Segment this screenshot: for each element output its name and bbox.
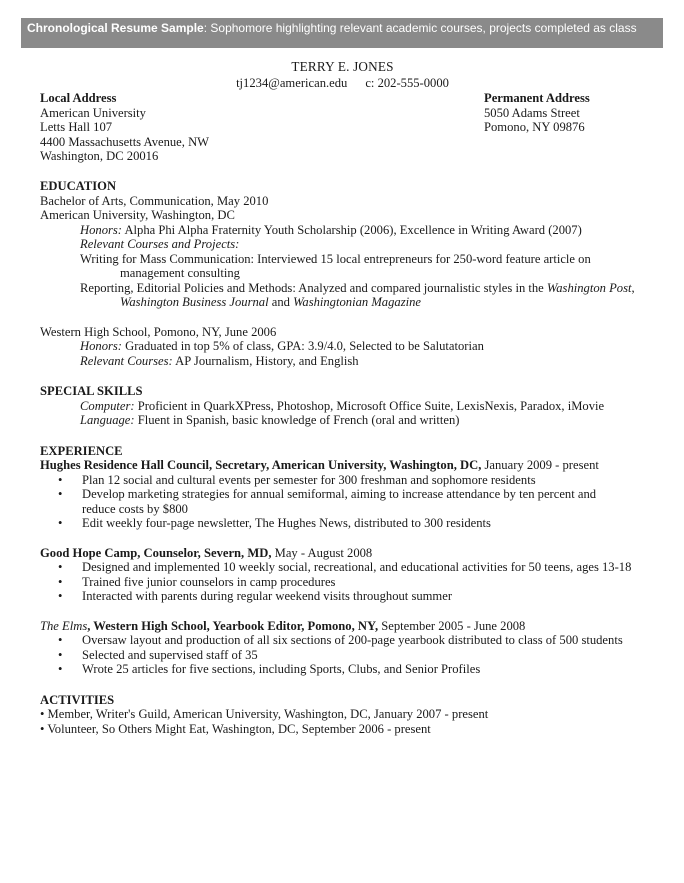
job-title-line [40,458,645,473]
bullet-icon: • [58,633,63,647]
bullet-icon: • [58,560,63,574]
address-line: 4400 Massachusetts Avenue, NW [40,134,210,149]
address-line: American University [40,105,146,120]
job-bullets [40,633,645,677]
contact-line [40,76,645,91]
banner-title: Chronological Resume Sample [27,21,204,35]
list-item [40,575,645,590]
bullet-text: Plan 12 social and cultural events per semester for 300 freshman and sophomore residents [82,472,536,487]
job-date: May - August 2008 [271,545,373,560]
bullet-text: Designed and implemented 10 weekly social, recreational, and educational activities for 50 teens, ages 13-18 [82,560,632,574]
bullet-text: Selected and supervised staff of 35 [82,647,258,662]
hs-courses-line [40,354,645,369]
address-block [40,91,645,163]
list-item [40,633,645,648]
computer-label: Computer: [80,398,135,413]
degree-line: Bachelor of Arts, Communication, May 2010 [40,193,269,208]
honors-text: Alpha Phi Alpha Fraternity Youth Scholarship (2006), Excellence in Writing Award (2007) [121,222,582,237]
activity-item: • Volunteer, So Others Might Eat, Washington, DC, September 2006 - present [40,721,431,736]
bullet-icon: • [58,574,63,589]
bullet-icon: • [58,487,63,501]
course-line-continued: management consulting [120,266,240,280]
local-address [40,91,209,164]
course-text: , [631,280,635,295]
publication-name: Washington Business Journal [120,295,269,309]
bullet-icon: • [58,589,63,603]
education-heading: EDUCATION [40,179,117,193]
local-address-heading: Local Address [40,91,117,105]
hs-honors-line [40,339,645,354]
bullet-text: Oversaw layout and production of all six sections of 200-page yearbook distributed to class of 500 students [82,633,623,647]
bullet-text: Trained five junior counselors in camp procedures [82,574,336,589]
bullet-icon: • [58,472,63,487]
bullet-icon: • [58,647,63,662]
candidate-name: TERRY E. JONES [291,59,394,74]
list-item [40,560,645,575]
honors-label: Honors: [80,222,122,237]
address-line: Letts Hall 107 [40,120,113,134]
bullet-text: Edit weekly four-page newsletter, The Hughes News, distributed to 300 residents [82,516,491,530]
activities-heading: ACTIVITIES [40,692,115,707]
resume-page [40,60,645,736]
language-label: Language: [80,413,135,427]
document-banner [21,18,663,48]
course-line [40,281,645,296]
course-line: Writing for Mass Communication: Interviewed 15 local entrepreneurs for 250-word feature article on [80,251,591,266]
job-title: , Western High School, Yearbook Editor, Pomono, NY, [87,618,379,633]
university-line: American University, Washington, DC [40,208,235,222]
phone-text: c: 202-555-0000 [365,75,449,90]
language-skills-line [40,413,645,428]
job-bullets [40,560,645,604]
address-line: 5050 Adams Street [484,105,580,120]
course-text: Reporting, Editorial Policies and Methods: Analyzed and compared journalistic styles in the [80,280,547,295]
address-line: Washington, DC 20016 [40,149,159,163]
experience-heading: EXPERIENCE [40,443,123,458]
list-item [40,516,645,531]
publication-name: Washington Post [546,280,632,295]
hs-honors-text: Graduated in top 5% of class, GPA: 3.9/4.0, Selected to be Salutatorian [121,339,484,353]
bullet-text: Wrote 25 articles for five sections, including Sports, Clubs, and Senior Profiles [82,662,481,676]
list-item [40,487,645,516]
bullet-text-continued: reduce costs by $800 [82,501,188,516]
honors-line [40,223,645,238]
list-item [40,589,645,604]
hs-courses-label: Relevant Courses: [80,353,173,368]
permanent-address [484,91,590,135]
job-date: September 2005 - June 2008 [378,618,526,633]
bullet-icon: • [58,662,63,676]
computer-skills-line [40,399,645,414]
job-title-line [40,619,645,634]
job-date: January 2009 - present [481,458,599,472]
publication-name: The Elms [40,618,88,633]
course-text: and [268,295,294,309]
course-line-continued [40,295,645,310]
permanent-address-heading: Permanent Address [484,91,590,105]
bullet-text: Interacted with parents during regular weekend visits throughout summer [82,589,453,603]
hs-honors-label: Honors: [80,339,122,353]
computer-text: Proficient in QuarkXPress, Photoshop, Microsoft Office Suite, LexisNexis, Paradox, iMovie [134,398,605,413]
list-item [40,473,645,488]
language-text: Fluent in Spanish, basic knowledge of French (oral and written) [134,413,460,427]
courses-label: Relevant Courses and Projects: [80,237,240,251]
address-line: Pomono, NY 09876 [484,120,585,134]
list-item [40,662,645,677]
job-bullets [40,473,645,531]
activity-item: • Member, Writer's Guild, American University, Washington, DC, January 2007 - present [40,707,489,721]
job-title: Hughes Residence Hall Council, Secretary, American University, Washington, DC, [40,458,482,472]
bullet-text: Develop marketing strategies for annual semiformal, aiming to increase attendance by ten percent and [82,487,597,501]
job-title: Good Hope Camp, Counselor, Severn, MD, [40,545,272,560]
job-title-line [40,546,645,561]
hs-courses-text: AP Journalism, History, and English [172,353,359,368]
banner-subtitle: : Sophomore highlighting relevant academic courses, projects completed as class [203,21,637,35]
email-text: tj1234@american.edu [236,75,348,90]
list-item [40,648,645,663]
high-school-line: Western High School, Pomono, NY, June 2006 [40,324,277,339]
publication-name: Washingtonian Magazine [293,295,421,309]
skills-heading: SPECIAL SKILLS [40,384,143,398]
bullet-icon: • [58,516,63,530]
